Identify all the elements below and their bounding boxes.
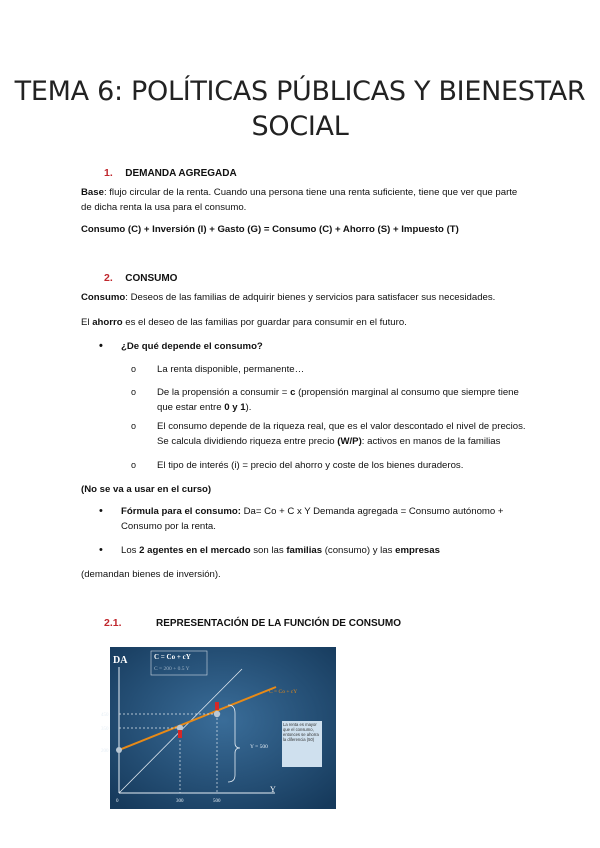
section-label: DEMANDA AGREGADA xyxy=(125,168,237,179)
section-2-1-heading xyxy=(104,613,401,631)
document-title-line2: SOCIAL xyxy=(251,111,349,142)
list-item-text: (propensión marginal al consumo que siempre tiene xyxy=(295,387,519,398)
list-item xyxy=(121,543,440,558)
consumo-definition xyxy=(81,290,495,305)
formula-text-2: Consumo por la renta. xyxy=(121,521,216,532)
list-item-text: El tipo de interés (i) = precio del ahorro y coste de los bienes duraderos. xyxy=(157,460,464,471)
point-500 xyxy=(214,711,220,717)
section-label: REPRESENTACIÓN DE LA FUNCIÓN DE CONSUMO xyxy=(155,618,401,629)
formula-label: Fórmula para el consumo: xyxy=(121,506,241,517)
ahorro-word: ahorro xyxy=(92,317,123,328)
ahorro-definition xyxy=(81,315,407,330)
list-item xyxy=(157,458,463,473)
list-item-text: familias xyxy=(286,545,323,556)
section-number: 2.1. xyxy=(104,617,122,629)
y-tick-label: 450 xyxy=(101,713,109,718)
list-item-text: El consumo depende de la riqueza real, que es el valor descontado el nivel de precios. xyxy=(157,421,526,432)
section-number: 2. xyxy=(104,272,113,284)
base-paragraph xyxy=(81,185,521,215)
list-item-text: (consumo) y las xyxy=(322,545,396,556)
list-item-text: c xyxy=(290,387,296,398)
consumo-text: : Deseos de las familias de adquirir bienes y servicios para satisfacer sus necesidades. xyxy=(125,292,496,303)
brace-label: Y = 500 xyxy=(250,744,268,750)
list-item-text: que estar entre xyxy=(157,402,225,413)
equation-2: C = 200 + 0.5 Y xyxy=(154,666,190,672)
list-item-text: Se calcula dividiendo riqueza entre precio xyxy=(157,436,338,447)
ahorro-pre: El xyxy=(81,317,93,328)
x-axis-label: Y xyxy=(270,785,276,794)
list-item xyxy=(157,362,304,377)
document-title-line1: TEMA 6: POLÍTICAS PÚBLICAS Y BIENESTAR xyxy=(14,76,586,107)
list-item xyxy=(121,339,263,354)
y-tick-label: 200 xyxy=(101,749,109,754)
no-se-usa-note: (No se va a usar en el curso) xyxy=(81,484,212,495)
consumption-line-label: C = Co + cY xyxy=(269,689,298,695)
y-tick-label: 350 xyxy=(101,727,109,732)
agentes-line-2: (demandan bienes de inversión). xyxy=(81,569,221,580)
section-1-heading xyxy=(104,163,237,181)
list-item-text: 0 y 1 xyxy=(224,402,246,413)
list-item-text: empresas xyxy=(395,545,440,556)
base-text: : flujo circular de la renta. Cuando una persona tiene una renta suficiente, tiene que ver que parte xyxy=(103,187,518,198)
list-item-text: son las xyxy=(250,545,287,556)
formula-text: Da= Co + C x Y Demanda agregada = Consumo autónomo + xyxy=(240,506,504,517)
note-text-container xyxy=(283,722,321,766)
base-label: Base xyxy=(81,187,104,198)
y-axis-label: DA xyxy=(113,655,128,666)
list-item-text: De la propensión a consumir = xyxy=(157,387,291,398)
down-arrow-marker xyxy=(178,730,182,738)
consumption-function-figure xyxy=(101,647,336,809)
section-2-heading xyxy=(104,268,177,286)
list-item xyxy=(157,419,537,449)
section-number: 1. xyxy=(104,167,113,179)
list-item-text: Los xyxy=(121,545,140,556)
down-arrow-marker xyxy=(215,702,219,710)
list-item-text: (W/P) xyxy=(337,436,362,447)
intercept-point xyxy=(116,747,122,753)
question-depende: ¿De qué depende el consumo? xyxy=(121,341,263,352)
list-item-text: 2 agentes en el mercado xyxy=(139,545,251,556)
ahorro-post: es el deseo de las familias por guardar para consumir en el futuro. xyxy=(122,317,407,328)
x-tick-label: 0 xyxy=(116,799,119,804)
note-text: La renta es mayor que el consumo, entonces se ahorra la diferencia (50) xyxy=(283,722,319,742)
section-label: CONSUMO xyxy=(125,273,178,284)
list-item-text: La renta disponible, permanente… xyxy=(157,364,305,375)
list-item xyxy=(121,504,521,534)
x-tick-label: 300 xyxy=(176,799,184,804)
list-item-text: ). xyxy=(245,402,252,413)
x-tick-label: 500 xyxy=(213,799,221,804)
list-item xyxy=(157,385,527,415)
consumo-label: Consumo xyxy=(81,292,126,303)
consumption-function-graph xyxy=(101,647,336,809)
equation-1: C = Co + cY xyxy=(154,653,191,661)
list-item-text: : activos en manos de la familias xyxy=(361,436,501,447)
base-text-2: de dicha renta la usa para el consumo. xyxy=(81,202,247,213)
equation: Consumo (C) + Inversión (I) + Gasto (G) = Consumo (C) + Ahorro (S) + Impuesto (T) xyxy=(81,224,459,235)
